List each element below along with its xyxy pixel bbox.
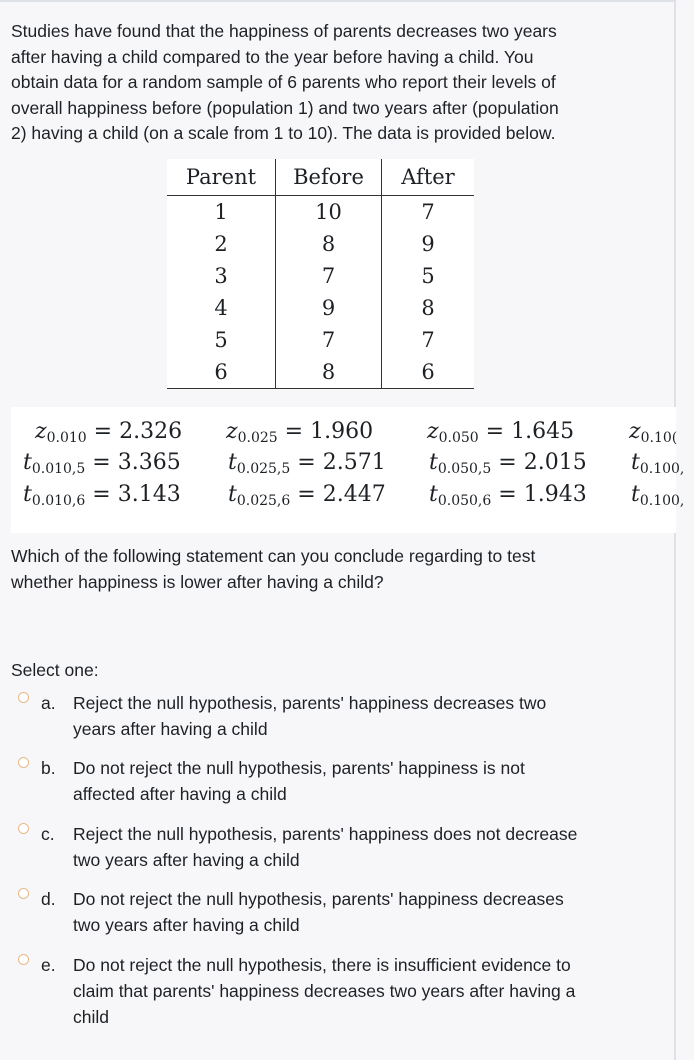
statistic-value: 1.645 [511, 419, 575, 444]
statistic-subscript: 0.010 [46, 430, 87, 446]
statistic-symbol: t [631, 450, 640, 475]
table-row [167, 260, 474, 292]
radio-button-e[interactable] [18, 954, 29, 965]
statistic-value: 3.143 [117, 482, 181, 507]
question-line: overall happiness before (population 1) and two years after (population [11, 97, 559, 118]
statistic-value: 2.015 [523, 450, 587, 475]
equals-sign: = [277, 419, 311, 444]
option-b[interactable] [18, 755, 658, 807]
statistic-value: 2.571 [322, 450, 386, 475]
statistic-subscript: 0.050,6 [437, 493, 492, 509]
option-text[interactable] [73, 690, 658, 742]
header-parent: Parent [167, 159, 276, 196]
cell-parent: 3 [167, 260, 276, 292]
radio-button-a[interactable] [18, 692, 29, 703]
equals-sign: = [491, 482, 524, 507]
cell-after: 6 [382, 356, 475, 389]
option-text-line: Reject the null hypothesis, parents' happiness decreases two [73, 693, 547, 713]
option-text-line: Do not reject the null hypothesis, parents' happiness is not [73, 758, 525, 778]
critical-value [427, 419, 574, 446]
statistic-subscript: 0.010,6 [31, 493, 86, 509]
option-text[interactable] [73, 952, 658, 1030]
cell-before: 9 [276, 292, 382, 324]
statistic-symbol: t [228, 482, 237, 507]
question-line: 2) having a child (on a scale from 1 to 10). The data is provided below. [11, 123, 556, 144]
critical-value [631, 450, 684, 477]
option-text-line: Do not reject the null hypothesis, parents' happiness decreases [73, 889, 564, 909]
cell-before: 8 [276, 356, 382, 389]
option-c[interactable] [18, 821, 658, 873]
statistic-symbol: t [429, 482, 438, 507]
table-row [167, 356, 474, 389]
option-text-line: years after having a child [73, 719, 268, 739]
cell-after: 7 [421, 200, 435, 224]
question-line: Studies have found that the happiness of parents decreases two years [11, 21, 557, 41]
statistic-symbol: z [35, 419, 47, 444]
statistic-subscript: 0.010,5 [31, 461, 86, 477]
statistic-value: 2.447 [322, 482, 386, 507]
table-row [167, 228, 474, 260]
table-row [167, 324, 474, 356]
option-text-line: Reject the null hypothesis, parents' happiness does not decrease [73, 824, 578, 844]
option-d[interactable] [18, 886, 658, 938]
option-letter: a. [41, 693, 56, 713]
option-text[interactable] [73, 821, 658, 873]
equals-sign: = [478, 419, 512, 444]
equals-sign: = [290, 482, 323, 507]
cell-after: 9 [421, 232, 435, 256]
cell-before: 8 [276, 228, 382, 260]
option-letter: c. [41, 824, 55, 844]
statistic-symbol: t [23, 450, 32, 475]
statistic-subscript: 0.050,5 [437, 461, 492, 477]
statistic-symbol: t [429, 450, 438, 475]
question-line: after having a child compared to the year before having a child. You [11, 46, 534, 67]
question-line: obtain data for a random sample of 6 parents who report their levels of [11, 72, 556, 93]
critical-value [429, 450, 587, 477]
table-header-row [167, 159, 474, 196]
equals-sign: = [85, 482, 118, 507]
statistic-symbol: z [226, 419, 238, 444]
statistic-value: 1.960 [310, 419, 374, 444]
cell-parent: 5 [167, 324, 276, 356]
question-text [11, 19, 651, 147]
statistic-value: 2.326 [119, 419, 183, 444]
statistic-subscript: 0.10( [640, 430, 678, 446]
critical-value [23, 482, 181, 509]
statistic-subscript: 0.025,5 [236, 461, 291, 477]
option-text-line: Do not reject the null hypothesis, there is insufficient evidence to [73, 955, 571, 975]
statistic-symbol: z [629, 419, 641, 444]
cell-after: 8 [421, 296, 435, 320]
statistic-subscript: 0.100, [639, 493, 685, 509]
option-text[interactable] [73, 755, 658, 807]
table-row [167, 196, 474, 229]
radio-button-c[interactable] [18, 823, 29, 834]
cell-before: 7 [276, 324, 382, 356]
statistic-subscript: 0.025,6 [236, 493, 291, 509]
cell-after: 7 [421, 328, 435, 352]
cell-parent: 4 [167, 292, 276, 324]
option-text-line: claim that parents' happiness decreases two years after having a [73, 981, 576, 1001]
option-text-line: two years after having a child [73, 850, 300, 870]
statistic-value: 1.943 [523, 482, 587, 507]
statistic-symbol: t [228, 450, 237, 475]
statistic-symbol: t [631, 482, 640, 507]
cell-parent: 6 [167, 356, 276, 389]
option-text-line: child [73, 1007, 109, 1027]
cell-before: 7 [276, 260, 382, 292]
cell-before: 10 [276, 196, 382, 229]
critical-value [226, 419, 373, 446]
cell-parent: 2 [167, 228, 276, 260]
radio-button-d[interactable] [18, 888, 29, 899]
equals-sign: = [85, 450, 118, 475]
critical-value [35, 419, 182, 446]
header-before: Before [276, 159, 382, 196]
statistic-symbol: z [427, 419, 439, 444]
critical-value [228, 450, 386, 477]
question-prompt [11, 543, 651, 595]
prompt-line: Which of the following statement can you conclude regarding to test [11, 546, 536, 566]
prompt-line: whether happiness is lower after having a child? [11, 572, 384, 592]
critical-value [629, 419, 677, 446]
critical-value [429, 482, 587, 509]
option-text-line: affected after having a child [73, 784, 287, 804]
statistic-subscript: 0.025 [237, 430, 278, 446]
statistic-subscript: 0.050 [438, 430, 479, 446]
equals-sign: = [491, 450, 524, 475]
critical-values-panel [11, 407, 685, 533]
data-table [167, 159, 474, 389]
statistic-subscript: 0.100, [639, 461, 685, 477]
radio-button-b[interactable] [18, 757, 29, 768]
critical-value [631, 482, 684, 509]
select-one-label: Select one: [11, 660, 99, 680]
option-a[interactable] [18, 690, 658, 742]
statistic-symbol: t [23, 482, 32, 507]
table-row [167, 292, 474, 324]
critical-value [228, 482, 386, 509]
cell-parent: 1 [167, 196, 276, 229]
critical-value [23, 450, 181, 477]
statistic-value: 3.365 [117, 450, 181, 475]
option-letter: b. [41, 758, 56, 778]
option-e[interactable] [18, 952, 658, 1030]
equals-sign: = [290, 450, 323, 475]
equals-sign: = [86, 419, 120, 444]
option-letter: d. [41, 889, 56, 909]
header-after: After [382, 159, 475, 196]
option-text[interactable] [73, 886, 658, 938]
option-text-line: two years after having a child [73, 915, 300, 935]
option-letter: e. [41, 955, 56, 975]
cell-after: 5 [421, 264, 435, 288]
